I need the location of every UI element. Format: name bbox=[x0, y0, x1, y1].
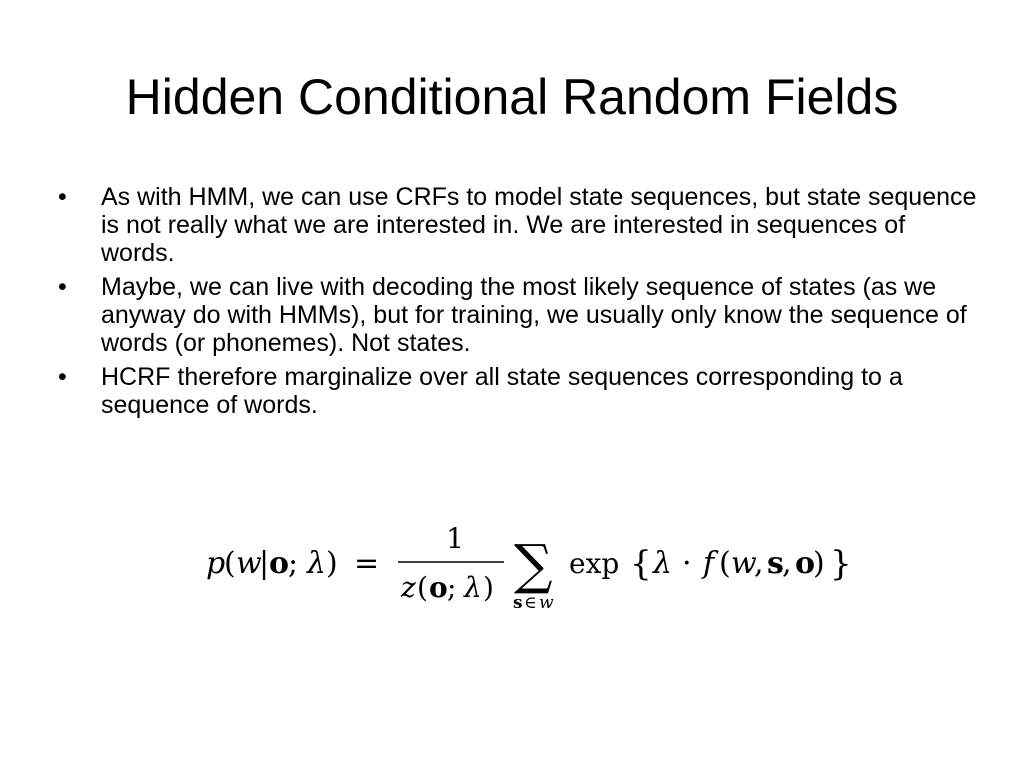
formula-numerator: 1 bbox=[446, 522, 464, 555]
formula-f: f bbox=[703, 546, 715, 581]
formula-f-open: ( bbox=[719, 546, 731, 581]
formula-sum-sub-in: ∈ bbox=[524, 593, 537, 613]
formula-sum-sub-w: w bbox=[539, 593, 554, 613]
bullet-item bbox=[58, 273, 978, 357]
formula-f-w: w bbox=[731, 546, 757, 581]
bullet-item bbox=[58, 363, 978, 419]
formula-exp: exp bbox=[569, 547, 620, 580]
formula-sum-symbol: ∑ bbox=[514, 533, 553, 596]
formula-den-lambda: λ bbox=[464, 571, 482, 604]
bullet-icon: • bbox=[58, 273, 67, 301]
formula-lhs-lambda: λ bbox=[307, 546, 327, 581]
formula-den-open: ( bbox=[417, 571, 428, 604]
bullet-list bbox=[58, 183, 978, 425]
formula-f-s: s bbox=[767, 546, 784, 581]
bullet-text: Maybe, we can live with decoding the most likely sequence of states (as we anyway do with HMMs), but for training, we usually only know the sequence of words (or phonemes). Not states. bbox=[101, 273, 967, 357]
formula-f-comma2: , bbox=[782, 546, 792, 581]
hcrf-formula bbox=[206, 515, 866, 625]
bullet-item bbox=[58, 183, 978, 267]
formula-lhs-bar: | bbox=[259, 546, 270, 581]
formula-brace-close: } bbox=[830, 544, 852, 584]
formula-den-o: o bbox=[429, 571, 448, 604]
formula-f-o: o bbox=[795, 546, 816, 581]
formula-lhs-w: w bbox=[236, 546, 262, 581]
formula-lhs-semi: ; bbox=[288, 546, 299, 581]
bullet-text: As with HMM, we can use CRFs to model state sequences, but state sequence is not really what we are interested in. We are interested in sequences of words. bbox=[101, 183, 977, 267]
formula-den-close: ) bbox=[483, 571, 494, 604]
bullet-text: HCRF therefore marginalize over all state sequences corresponding to a sequence of words. bbox=[101, 363, 903, 419]
bullet-icon: • bbox=[58, 183, 67, 211]
formula-lhs-open: ( bbox=[224, 546, 236, 581]
formula-equals: = bbox=[354, 546, 380, 581]
formula-lambda: λ bbox=[653, 546, 673, 581]
formula-dot: · bbox=[682, 546, 692, 581]
formula-lhs-close: ) bbox=[326, 546, 338, 581]
bullet-icon: • bbox=[58, 363, 67, 391]
formula-brace-open: { bbox=[630, 544, 652, 584]
formula-p: p bbox=[206, 546, 226, 581]
formula-f-comma1: , bbox=[754, 546, 764, 581]
formula-sum-sub-s: s bbox=[513, 593, 523, 613]
formula-graphic bbox=[206, 515, 866, 625]
formula-lhs-o: o bbox=[269, 546, 290, 581]
formula-f-close: ) bbox=[813, 546, 825, 581]
slide-title: Hidden Conditional Random Fields bbox=[125, 69, 899, 125]
formula-den-semi: ; bbox=[447, 571, 457, 604]
formula-den-z: z bbox=[401, 571, 416, 604]
